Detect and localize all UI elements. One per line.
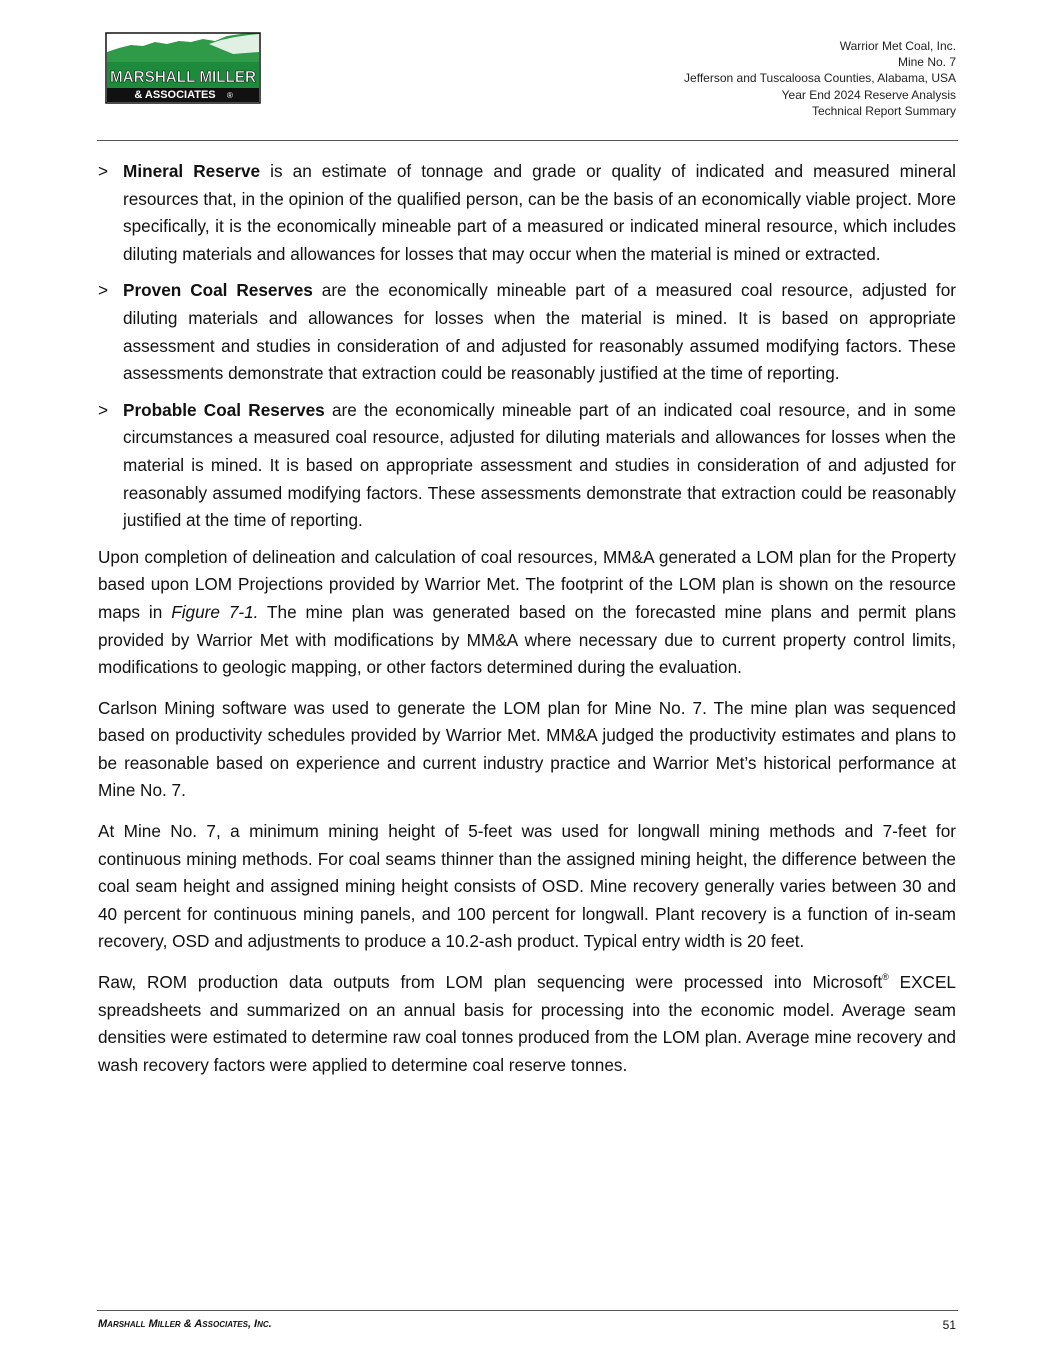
paragraph-lom-plan [98, 544, 956, 682]
logo-text-sub: & ASSOCIATES [134, 89, 216, 101]
bullet-marker-icon: > [98, 280, 109, 301]
logo-graphic [105, 32, 261, 104]
header-report-type: Technical Report Summary [811, 103, 956, 118]
logo-text-main: MARSHALL MILLER [110, 69, 257, 86]
company-logo [105, 32, 261, 104]
registered-mark: ® [882, 972, 889, 983]
report-header [684, 38, 956, 119]
paragraph-text: The mine plan was generated based on the forecasted mine plans and permit plans provided by Warrior Met with modifications by MM&A where necessary due to current property control limits, modifications to geologic mapping, or other factors determined during the evaluation. [98, 601, 956, 678]
header-mine: Mine No. 7 [897, 55, 956, 70]
paragraph-text: Raw, ROM production data outputs from LOM plan sequencing were processed into Microsoft [98, 972, 883, 993]
header-company: Warrior Met Coal, Inc. [839, 39, 956, 53]
bullet-text: is an estimate of tonnage and grade or quality of indicated and measured mineral resources that, in the opinion of the qualified person, can be the basis of an economically viable project. More specifically, it is the economically mineable part of a measured or indicated mineral resource, which includes diluting materials and allowances for losses that may occur when the material is mined or extracted. [123, 161, 957, 264]
paragraph-text: EXCEL spreadsheets and summarized on an annual basis for processing into the economic model. Average seam densities were estimated to determine raw coal tonnes produced from the LOM plan. Average mine recovery and wash recovery factors were applied to determine coal reserve tonnes. [98, 972, 956, 1075]
figure-reference: Figure 7-1. [171, 601, 259, 622]
paragraph-mining-height: At Mine No. 7, a minimum mining height of 5-feet was used for longwall mining methods and 7-feet for continuous mining methods. For coal seams thinner than the assigned mining height, the difference between the coal seam height and assigned mining height consists of OSD. Mine recovery generally varies between 30 and 40 percent for continuous mining panels, and 100 percent for longwall. Plant recovery is a function of in-seam recovery, OSD and adjustments to produce a 10.2-ash product. Typical entry width is 20 feet. [98, 821, 956, 952]
paragraph-carlson-mining: Carlson Mining software was used to generate the LOM plan for Mine No. 7. The mine plan was sequenced based on productivity schedules provided by Warrior Met. MM&A judged the productivity estimates and plans to be reasonable based on experience and current industry practice and Warrior Met’s historical performance at Mine No. 7. [98, 697, 956, 801]
bullet-text: are the economically mineable part of a measured coal resource, adjusted for diluting materials and allowances for losses when the material is mined. It is based on appropriate assessment and studies in consideration of and adjusted for reasonably assumed modifying factors. These assessments demonstrate that extraction could be reasonably justified at the time of reporting. [123, 280, 956, 384]
bullet-term: Mineral Reserve [123, 161, 261, 181]
bullet-text: are the economically mineable part of an indicated coal resource, and in some circumstances a measured coal resource, adjusted for diluting materials and allowances for losses when the material is mined. It is based on appropriate assessment and studies in consideration of and adjusted for reasonably assumed modifying factors. These assessments demonstrate that extraction could be reasonably justified at the time of reporting. [123, 399, 956, 531]
bullet-marker-icon: > [98, 161, 109, 181]
paragraph-text: Upon completion of delineation and calculation of coal resources, MM&A generated a LOM plan for the Property based upon LOM Projections provided by Warrior Met. The footprint of the LOM plan is shown on the resource maps in [98, 546, 956, 622]
page-number: 51 [942, 1318, 956, 1332]
logo-registered: ® [227, 91, 233, 100]
bullet-term: Probable Coal Reserves [123, 399, 325, 420]
footer-company: Marshall Miller & Associates, Inc. [98, 1318, 272, 1330]
footer-divider [97, 1310, 958, 1311]
page-body [98, 158, 956, 1092]
paragraph-rom-production [98, 969, 956, 1079]
bullet-proven-reserves [98, 277, 956, 387]
header-location: Jefferson and Tuscaloosa Counties, Alabama, USA [684, 71, 956, 86]
header-divider [97, 140, 958, 141]
bullet-probable-reserves [98, 397, 956, 535]
bullet-marker-icon: > [98, 399, 109, 420]
header-analysis: Year End 2024 Reserve Analysis [781, 87, 956, 102]
bullet-mineral-reserve [98, 158, 956, 268]
bullet-term: Proven Coal Reserves [123, 280, 313, 301]
